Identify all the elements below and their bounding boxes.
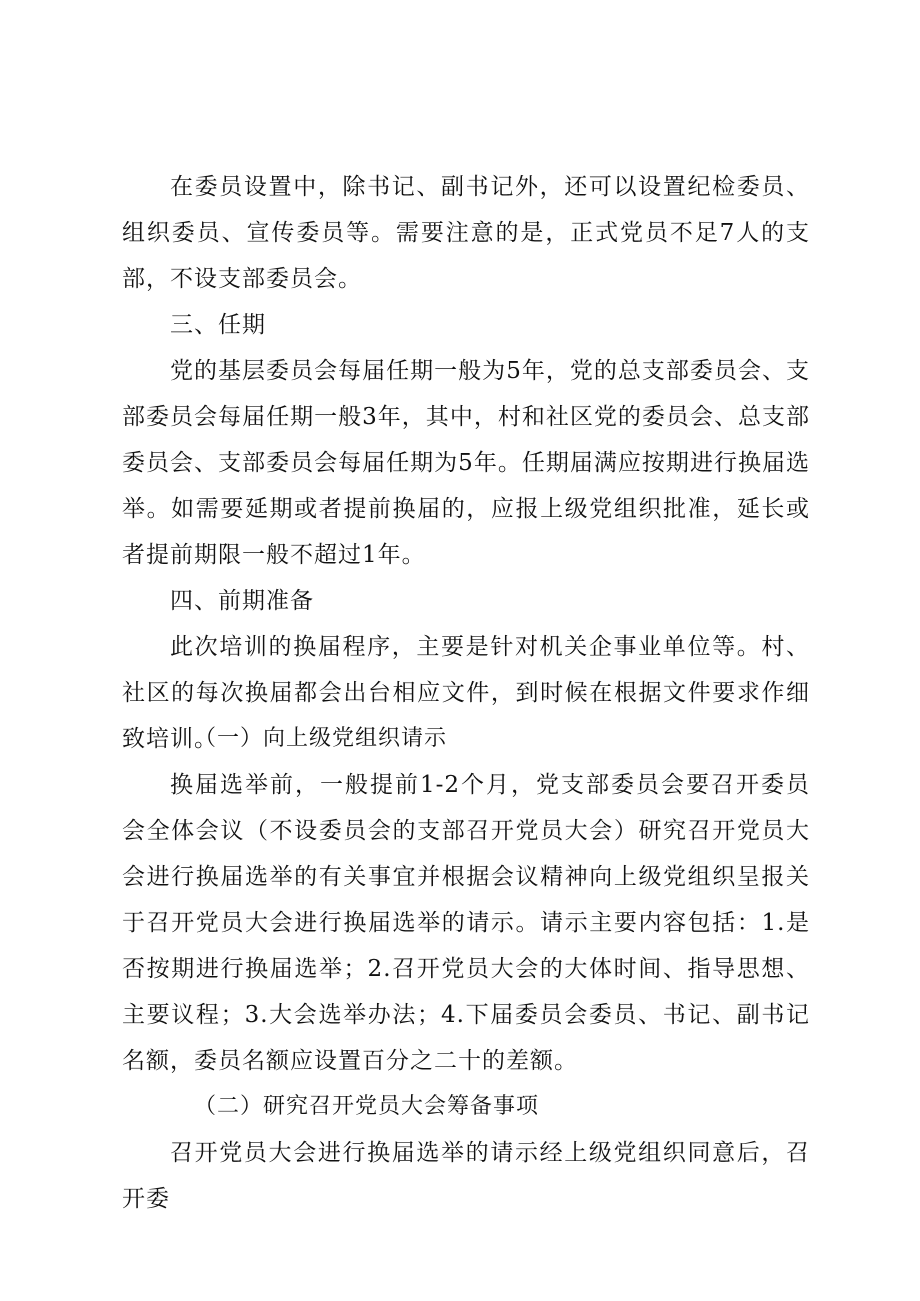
paragraph-request: 换届选举前，一般提前1-2个月，党支部委员会要召开委员会全体会议（不设委员会的支部召开党员大会）研究召开党员大会进行换届选举的有关事宜并根据会议精神向上级党组织呈报关于召开党员大会进行换届选举的请示。请示主要内容包括：1.是否按期进行换届选举；2.召开党员大会的大体时间、指导思想、主要议程；3.大会选举办法；4.下届委员会委员、书记、副书记名额，委员名额应设置百分之二十的差额。 xyxy=(122,772,810,1074)
term-heading-section xyxy=(122,302,810,348)
heading-preparation: 四、前期准备 xyxy=(170,588,314,614)
subheading-meeting: （二）研究召开党员大会筹备事项 xyxy=(194,1094,540,1119)
term-section xyxy=(122,348,810,578)
committee-members-section xyxy=(122,164,810,302)
meeting-section xyxy=(122,1130,810,1222)
paragraph-preparation: 此次培训的换届程序，主要是针对机关企事业单位等。村、社区的每次换届都会出台相应文件，到时候在根据文件要求作细致培训。 xyxy=(122,634,810,752)
subheading-request: （一）向上级党组织请示 xyxy=(194,726,448,751)
request-section xyxy=(122,762,810,1084)
preparation-heading-section xyxy=(122,578,810,624)
heading-term: 三、任期 xyxy=(170,312,266,338)
paragraph-term: 党的基层委员会每届任期一般为5年，党的总支部委员会、支部委员会每届任期一般3年，其中，村和社区党的委员会、总支部委员会、支部委员会每届任期为5年。任期届满应按期进行换届选举。如需要延期或者提前换届的，应报上级党组织批准，延长或者提前期限一般不超过1年。 xyxy=(122,358,810,568)
request-heading-section xyxy=(122,716,810,762)
paragraph-meeting: 召开党员大会进行换届选举的请示经上级党组织同意后，召开委 xyxy=(122,1140,810,1212)
meeting-heading-section xyxy=(122,1084,810,1130)
paragraph-committee-members: 在委员设置中，除书记、副书记外，还可以设置纪检委员、组织委员、宣传委员等。需要注意的是，正式党员不足7人的支部，不设支部委员会。 xyxy=(122,174,810,292)
